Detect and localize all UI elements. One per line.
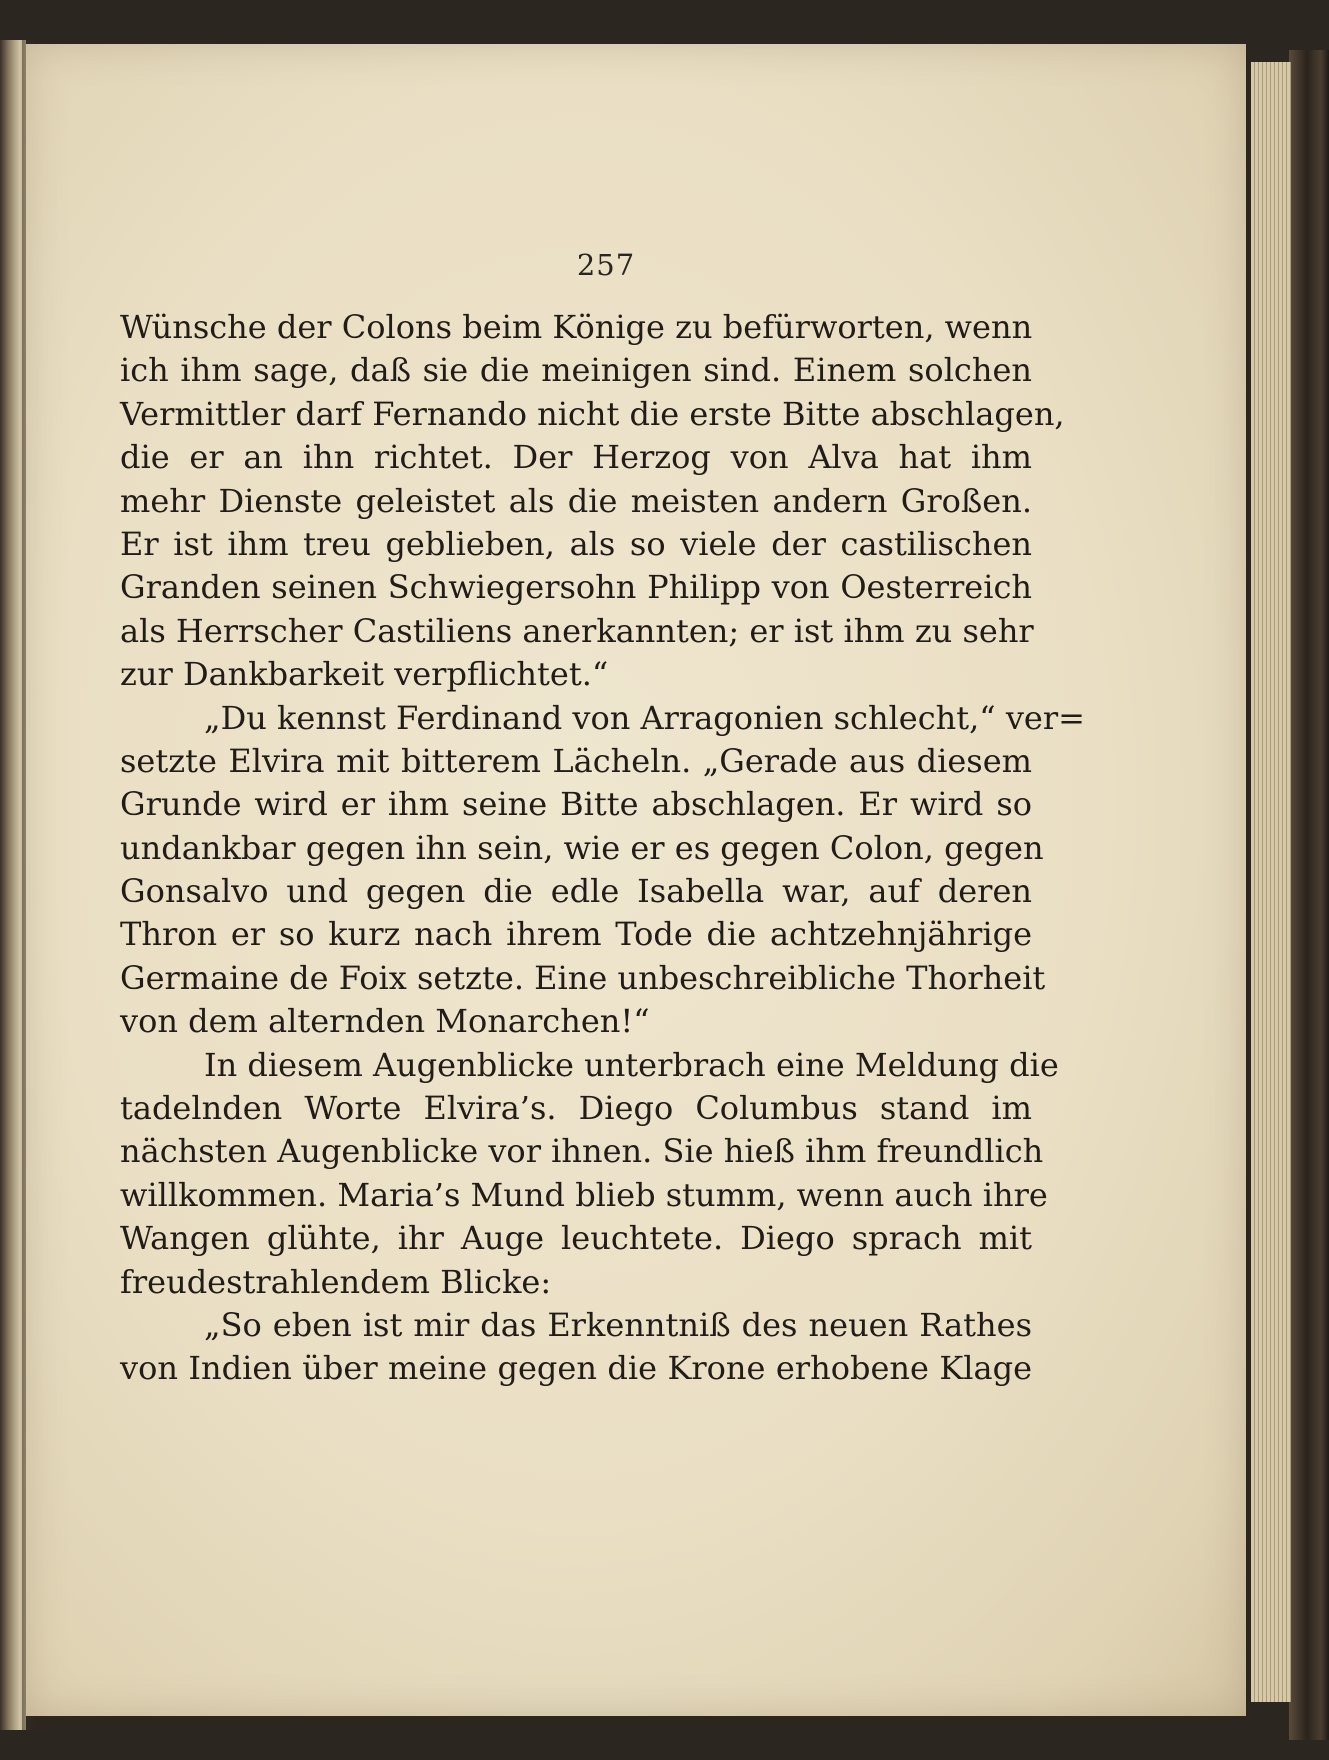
text-line: undankbar gegen ihn sein, wie er es gegen Colon, gegen <box>120 828 1044 867</box>
text-line: Thron er so kurz nach ihrem Tode die achtzehnjährige <box>120 915 1032 954</box>
page-number: 257 <box>576 248 636 282</box>
text-line: die er an ihn richtet. Der Herzog von Alva hat ihm <box>120 438 1032 477</box>
text-line: willkommen. Maria’s Mund blieb stumm, wenn auch ihre <box>120 1175 1048 1214</box>
text-line: zur Dankbarkeit verpflichtet.“ <box>120 655 609 694</box>
text-line: von Indien über meine gegen die Krone erhobene Klage <box>120 1349 1032 1388</box>
text-line: In diesem Augenblicke unterbrach eine Meldung die <box>204 1045 1059 1084</box>
text-line: Wünsche der Colons beim Könige zu befürworten, wenn <box>120 308 1033 346</box>
text-line: Grunde wird er ihm seine Bitte abschlagen. Er wird so <box>120 785 1032 824</box>
text-line: „Du kennst Ferdinand von Arragonien schlecht,“ ver= <box>204 698 1085 737</box>
book-cover-edge <box>1289 50 1329 1740</box>
text-line: Germaine de Foix setzte. Eine unbeschreibliche Thorheit <box>120 958 1046 997</box>
text-line: setzte Elvira mit bitterem Lächeln. „Gerade aus diesem <box>120 741 1032 780</box>
page-stack-edge <box>1251 62 1291 1702</box>
text-line: Granden seinen Schwiegersohn Philipp von Oesterreich <box>120 568 1032 607</box>
text-line: freudestrahlendem Blicke: <box>120 1262 552 1301</box>
text-line: Gonsalvo und gegen die edle Isabella war, auf deren <box>120 872 1032 911</box>
text-line: „So eben ist mir das Erkenntniß des neuen Rathes <box>204 1305 1032 1344</box>
text-line: Vermittler darf Fernando nicht die erste Bitte abschlagen, <box>120 394 1065 433</box>
text-line: Wangen glühte, ihr Auge leuchtete. Diego sprach mit <box>120 1219 1032 1258</box>
text-line: tadelnden Worte Elvira’s. Diego Columbus stand im <box>120 1089 1032 1128</box>
text-line: als Herrscher Castiliens anerkannten; er ist ihm zu sehr <box>120 611 1034 650</box>
book-page <box>26 44 1246 1716</box>
page-text <box>120 306 1085 1391</box>
text-line: Er ist ihm treu geblieben, als so viele der castilischen <box>120 524 1032 563</box>
text-line: mehr Dienste geleistet als die meisten andern Großen. <box>120 481 1032 520</box>
text-line: ich ihm sage, daß sie die meinigen sind. Einem solchen <box>120 351 1032 390</box>
text-line: nächsten Augenblicke vor ihnen. Sie hieß ihm freundlich <box>120 1132 1044 1171</box>
text-line: von dem alternden Monarchen!“ <box>120 1002 650 1041</box>
